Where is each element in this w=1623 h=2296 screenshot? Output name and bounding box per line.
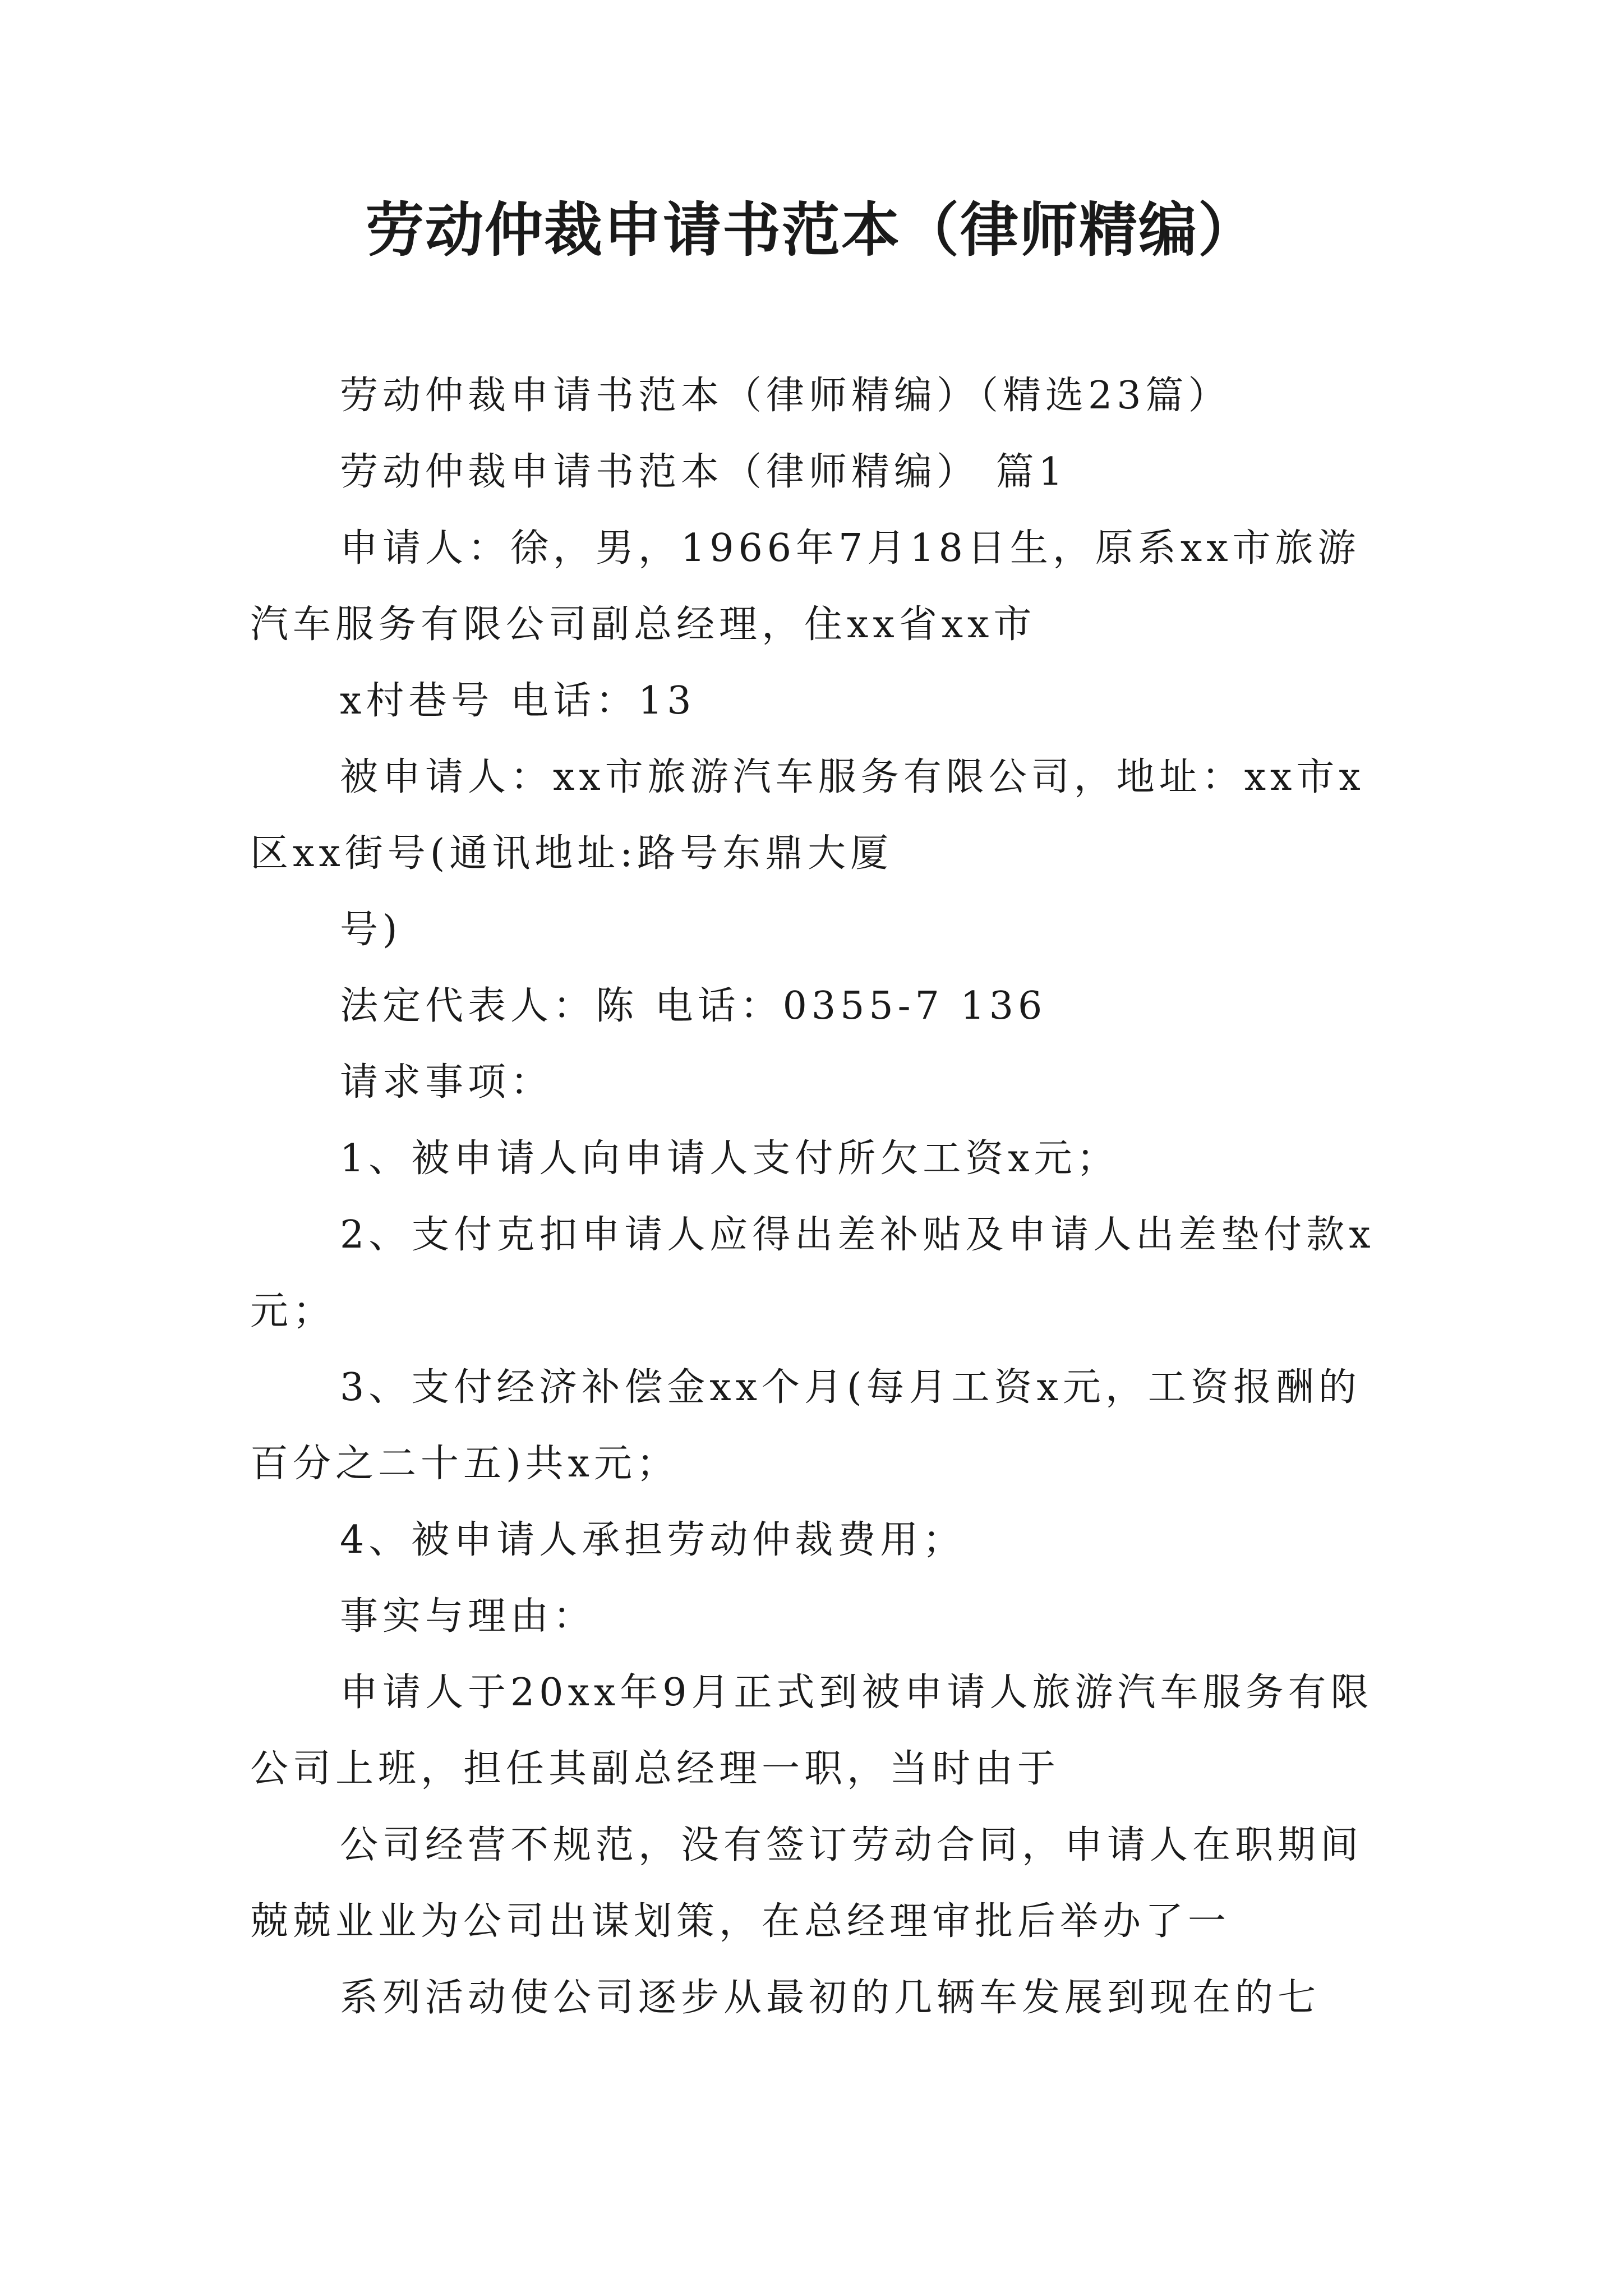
paragraph-respondent: 被申请人：xx市旅游汽车服务有限公司，地址：xx市x区xx街号(通讯地址:路号东鼎大厦 [250, 755, 1365, 876]
paragraph-claim-1: 1、被申请人向申请人支付所欠工资x元； [340, 1137, 1119, 1181]
paragraph-subtitle: 劳动仲裁申请书范本（律师精编）（精选23篇） [340, 374, 1231, 418]
paragraph-claim-3: 3、支付经济补偿金xx个月(每月工资x元，工资报酬的百分之二十五)共x元； [250, 1365, 1361, 1486]
document-body [250, 358, 1389, 2036]
paragraph-applicant-address: x村巷号 电话：13 [340, 679, 696, 723]
paragraph-applicant: 申请人：徐，男，1966年7月18日生，原系xx市旅游汽车服务有限公司副总经理，住xx省xx市 [250, 526, 1361, 647]
paragraph-claim-4: 4、被申请人承担劳动仲裁费用； [340, 1518, 966, 1562]
paragraph-facts-heading: 事实与理由： [340, 1594, 596, 1639]
paragraph-claim-2: 2、支付克扣申请人应得出差补贴及申请人出差垫付款x元； [250, 1213, 1375, 1333]
document-title: 劳动仲裁申请书范本（律师精编） [365, 196, 1257, 264]
paragraph-section-heading: 劳动仲裁申请书范本（律师精编） 篇1 [340, 450, 1067, 494]
paragraph-respondent-address-end: 号) [340, 908, 402, 952]
paragraph-facts-1: 申请人于20xx年9月正式到被申请人旅游汽车服务有限公司上班，担任其副总经理一职，当时由于 [250, 1671, 1373, 1791]
paragraph-facts-3: 系列活动使公司逐步从最初的几辆车发展到现在的七 [340, 1976, 1321, 2020]
paragraph-claims-heading: 请求事项： [340, 1060, 554, 1105]
paragraph-facts-2: 公司经营不规范，没有签订劳动合同，申请人在职期间兢兢业业为公司出谋划策，在总经理审批后举办了一 [250, 1823, 1363, 1944]
paragraph-legal-representative: 法定代表人：陈 电话：0355-7 136 [340, 984, 1047, 1028]
